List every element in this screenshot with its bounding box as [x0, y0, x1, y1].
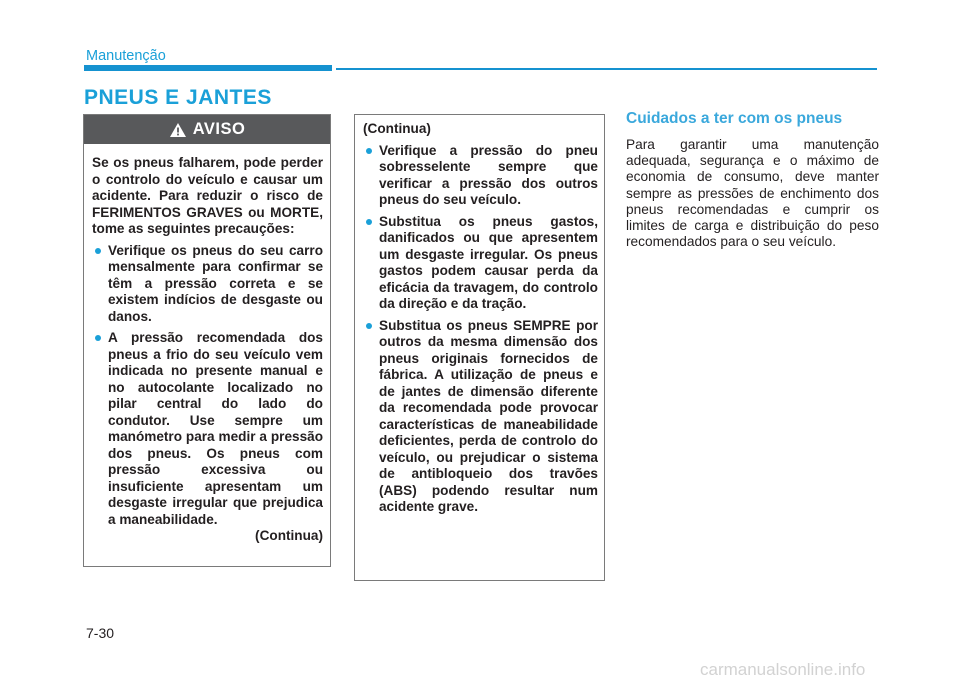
header-rule-thin: [336, 68, 877, 70]
warning-title: AVISO: [192, 120, 246, 138]
watermark-text: carmanualsonline.info: [700, 660, 866, 679]
warning-box: [83, 114, 331, 567]
continuation-body: [363, 121, 598, 516]
care-section-title: Cuidados a ter com os pneus: [626, 110, 843, 127]
bullet-dot-icon: [95, 248, 101, 254]
bullet-dot-icon: [95, 335, 101, 341]
warning-bullet-text: A pressão recomendada dos pneus a frio do seu veículo vem indicada no presente manual e no autocolante localizado no pilar central do lado do condutor. Use sempre um manómetro para medir a pressão dos pneus. Os pneus com pressão excessiva ou insuficiente apresentam um desgaste irregular que prejudica a maneabilidade.: [108, 330, 323, 527]
bullet-dot-icon: [366, 219, 372, 225]
continuation-bullet-text: Substitua os pneus SEMPRE por outros da mesma dimensão dos pneus originais fornecidos de fábrica. A utilização de pneus e de jantes de dimensão diferente da recomendada pode provocar características de maneabilidade deficientes, perda de controlo do veículo, ou prejudicar o sistema de antibloqueio dos travões (ABS) podendo resultar num acidente grave.: [379, 317, 598, 514]
bullet-dot-icon: [366, 148, 372, 154]
continuation-bullet: [363, 214, 598, 313]
continuation-bullet-text: Verifique a pressão do pneu sobresselente sempre que verificar a pressão dos outros pneus do seu veículo.: [379, 142, 598, 207]
continuation-heading: (Continua): [363, 121, 431, 136]
warning-header: [84, 115, 330, 144]
continued-label: (Continua): [255, 528, 323, 543]
continuation-bullet-text: Substitua os pneus gastos, danificados ou que apresentem um desgaste irregular. Os pneus gastos podem causar perda da eficácia da travagem, do controlo da direção e da tração.: [379, 213, 598, 311]
bullet-dot-icon: [366, 323, 372, 329]
continuation-bullet: [363, 143, 598, 209]
continuation-bullet: [363, 318, 598, 516]
warning-triangle-icon: [169, 122, 187, 138]
warning-intro: Se os pneus falharem, pode perder o controlo do veículo e causar um acidente. Para reduzir o risco de FERIMENTOS GRAVES ou MORTE, tome as seguintes precauções:: [92, 155, 323, 236]
warning-body: [92, 155, 323, 545]
warning-bullet: [92, 243, 323, 326]
care-paragraph: Para garantir uma manutenção adequada, segurança e o máximo de economia de consumo, deve manter sempre as pressões de enchimento dos pneus recomendadas e cumprir os limites de carga e distribuição do peso recomendados para o seu veículo.: [626, 137, 879, 250]
header-rule-thick: [84, 65, 332, 71]
page-title: PNEUS E JANTES: [84, 86, 272, 109]
section-label: Manutenção: [86, 48, 166, 64]
continuation-box: [354, 114, 605, 581]
warning-bullet: [92, 330, 323, 528]
warning-bullet-text: Verifique os pneus do seu carro mensalmente para confirmar se têm a pressão correta e se existem indícios de desgaste ou danos.: [108, 242, 323, 324]
page-number: 7-30: [86, 625, 115, 641]
